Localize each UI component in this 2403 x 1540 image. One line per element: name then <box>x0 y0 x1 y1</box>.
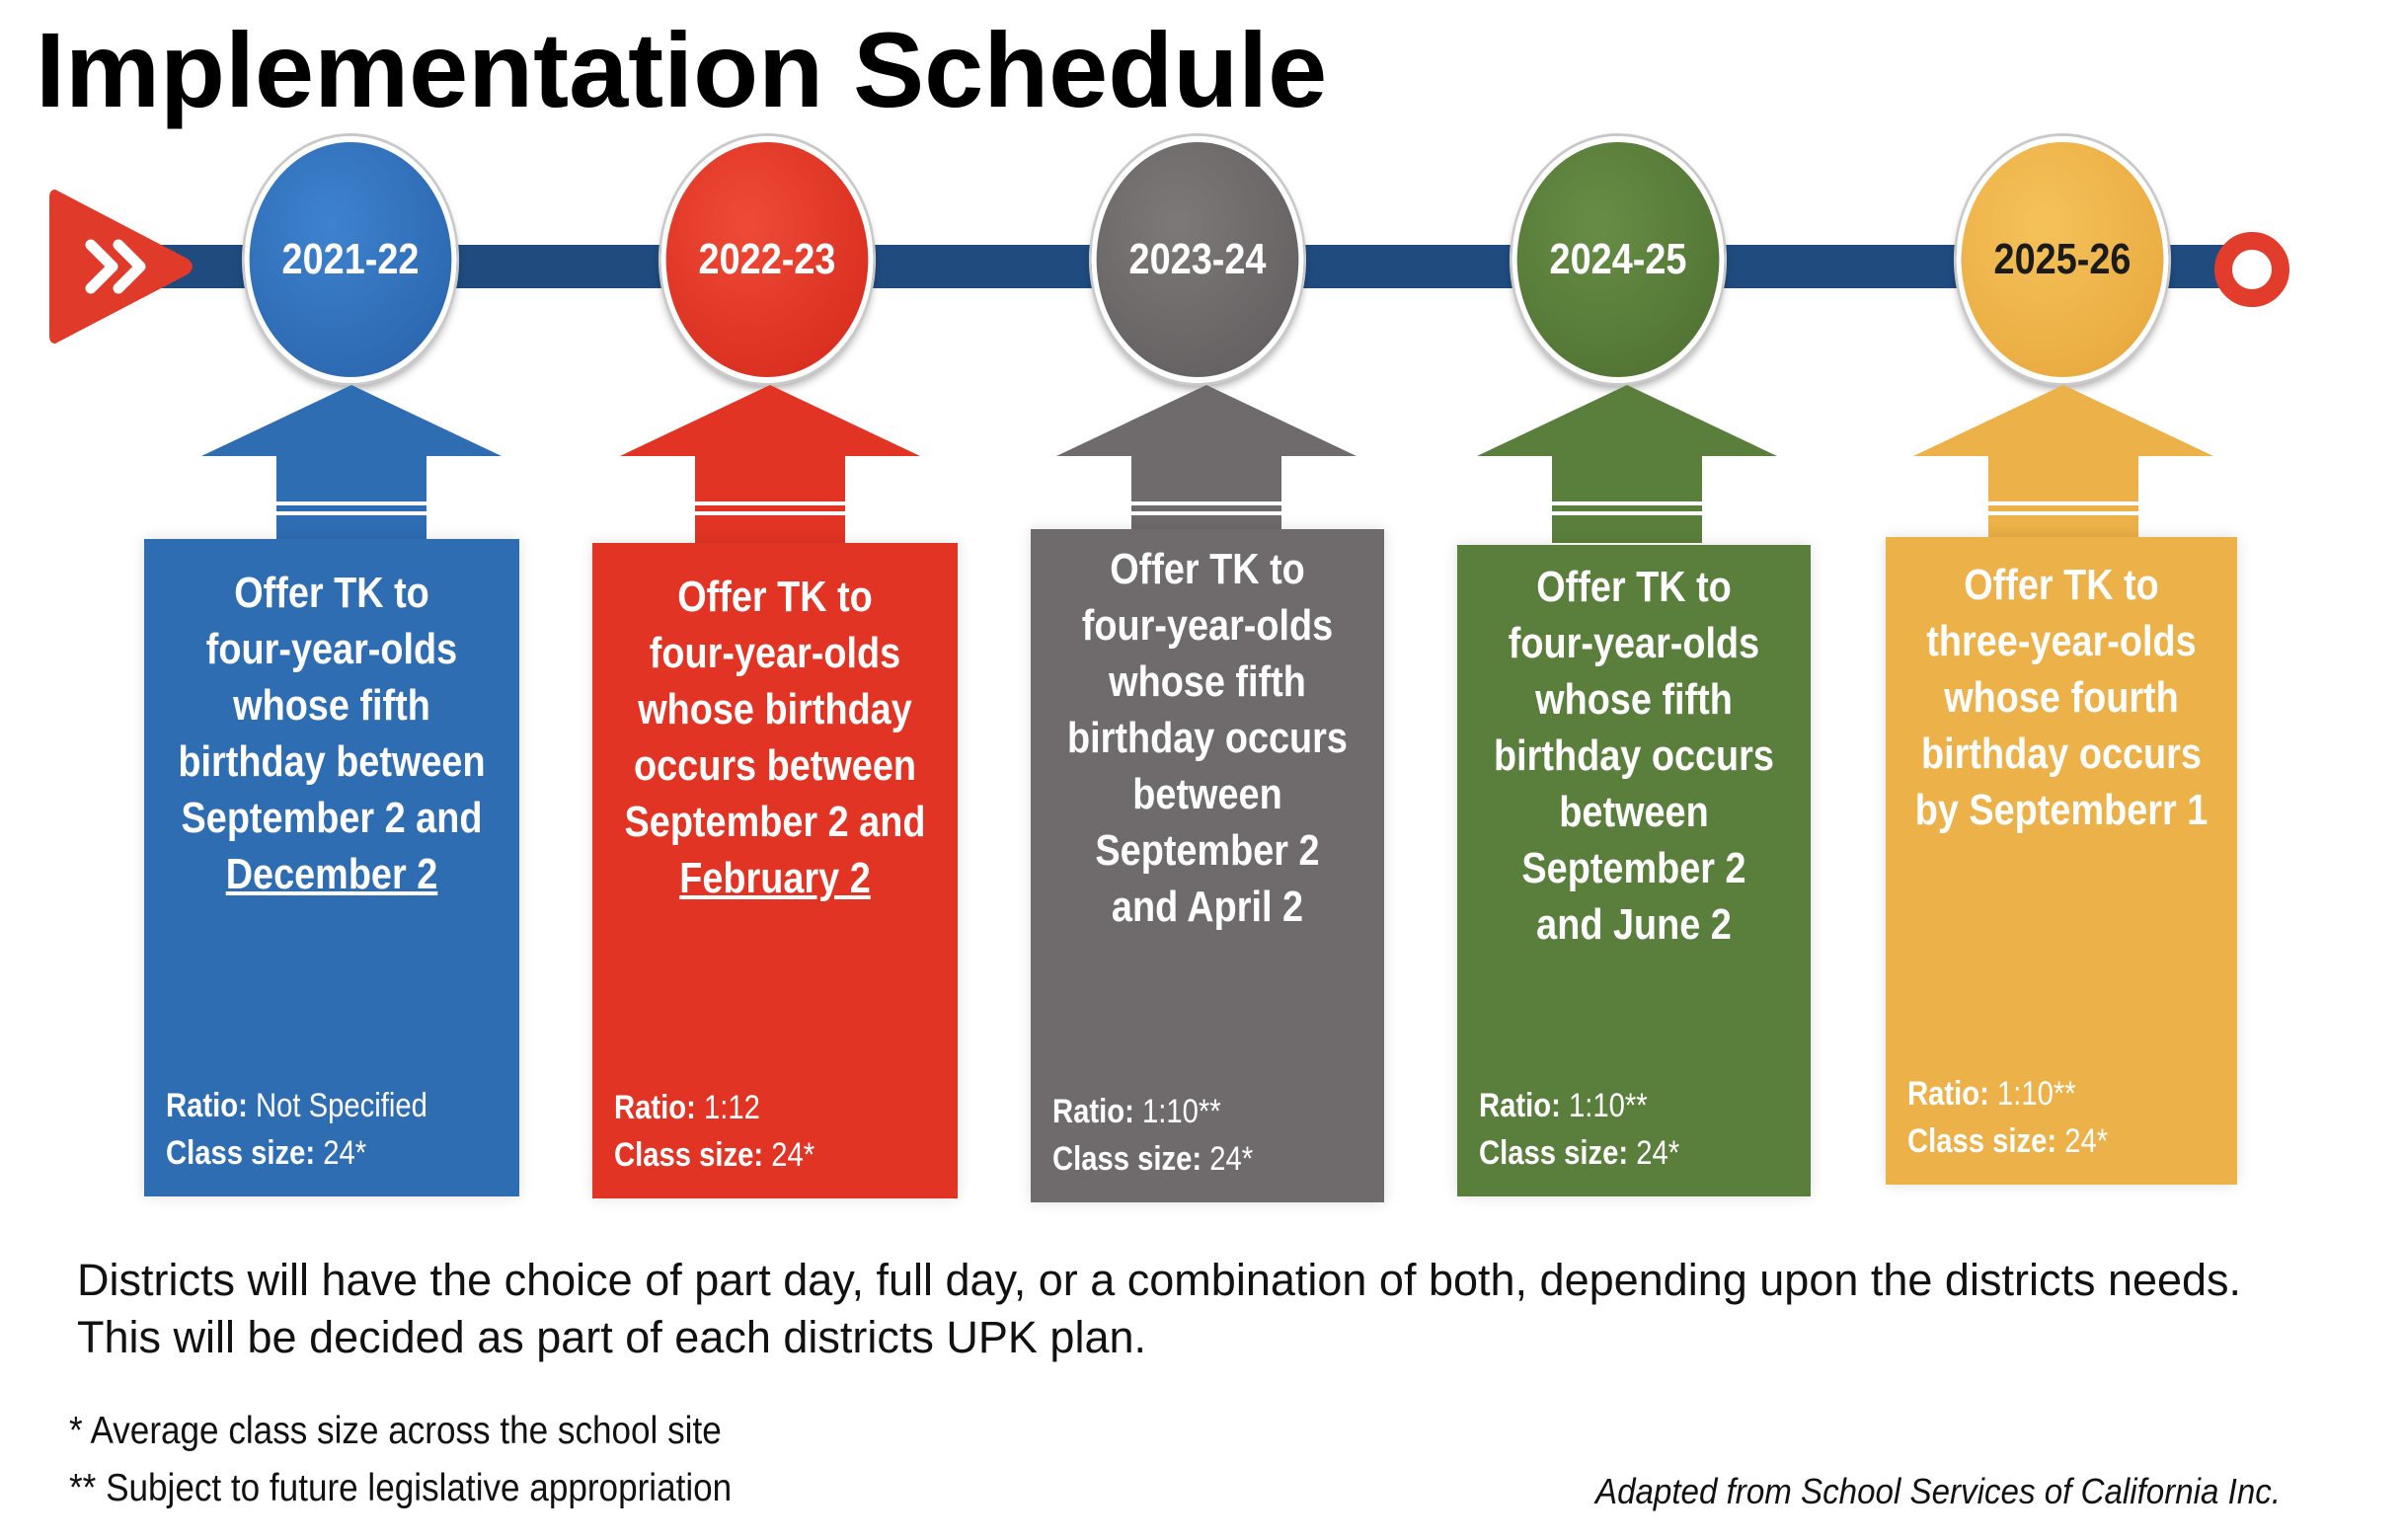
year-label: 2022-23 <box>698 235 836 283</box>
year-label: 2025-26 <box>1993 235 2132 283</box>
page-title: Implementation Schedule <box>36 10 1328 129</box>
phase-meta: Ratio: 1:12 Class size: 24* <box>614 1089 815 1174</box>
note-line: This will be decided as part of each districts UPK plan. <box>77 1312 1147 1362</box>
year-circle-2024-25 <box>1512 136 1725 383</box>
year-circle-2022-23 <box>661 136 874 383</box>
phase-card-2024-25 <box>1457 545 1811 1196</box>
underlined-date: February 2 <box>679 854 871 902</box>
up-arrow-icon <box>1056 385 1357 543</box>
class-size-value: 24* <box>771 1136 815 1174</box>
year-label: 2021-22 <box>281 235 420 283</box>
phase-card-2025-26 <box>1886 537 2237 1185</box>
class-size-value: 24* <box>1636 1134 1680 1172</box>
ratio-value: Not Specified <box>255 1087 427 1124</box>
phase-meta: Ratio: Not Specified Class size: 24* <box>166 1087 427 1172</box>
year-circle-2021-22 <box>245 136 457 383</box>
phase-description: Offer TK to three-year-olds whose fourth birthday occurs by Septemberr 1 <box>1914 561 2209 834</box>
start-arrow-icon <box>49 190 197 344</box>
footnote-appropriation: ** Subject to future legislative appropriation <box>69 1467 733 1509</box>
phase-description: Offer TK to four-year-olds whose fifth birthday between September 2 and December 2 <box>171 565 494 902</box>
phase-meta: Ratio: 1:10** Class size: 24* <box>1052 1093 1254 1178</box>
phase-description: Offer TK to four-year-olds whose fifth birthday occurs between September 2 and June 2 <box>1494 563 1774 949</box>
up-arrow-icon <box>1477 385 1777 543</box>
class-size-value: 24* <box>1209 1140 1254 1178</box>
class-size-value: 24* <box>323 1134 367 1172</box>
year-circle-2025-26 <box>1957 136 2169 383</box>
phase-meta: Ratio: 1:10** Class size: 24* <box>1907 1075 2109 1160</box>
up-arrow-icon <box>1913 385 2213 543</box>
footnote-class-size: * Average class size across the school site <box>69 1410 722 1452</box>
ratio-value: 1:10** <box>1141 1093 1221 1130</box>
ratio-value: 1:12 <box>703 1089 760 1126</box>
note-line: Districts will have the choice of part day, full day, or a combination of both, depending upon the districts needs. <box>77 1255 2242 1305</box>
ratio-value: 1:10** <box>1996 1075 2076 1113</box>
underlined-date: December 2 <box>225 850 438 898</box>
phase-card-2023-24 <box>1031 529 1384 1202</box>
class-size-value: 24* <box>2064 1122 2109 1160</box>
year-label: 2024-25 <box>1549 235 1687 283</box>
year-circle-2023-24 <box>1092 136 1304 383</box>
year-label: 2023-24 <box>1128 235 1267 283</box>
phase-description: Offer TK to four-year-olds whose birthday occurs between September 2 and February 2 <box>618 569 932 906</box>
ratio-value: 1:10** <box>1568 1087 1648 1124</box>
up-arrow-icon <box>620 385 920 543</box>
source-credit: Adapted from School Services of California Inc. <box>1595 1471 2282 1511</box>
phase-description: Offer TK to four-year-olds whose fifth birthday occurs between September 2 and April 2 <box>1067 545 1348 931</box>
phase-card-2022-23 <box>592 543 958 1198</box>
phase-card-2021-22 <box>144 539 519 1196</box>
phase-meta: Ratio: 1:10** Class size: 24* <box>1479 1087 1680 1172</box>
end-ring-icon <box>2211 229 2292 310</box>
districts-note <box>77 1252 2241 1366</box>
up-arrow-icon <box>201 385 502 543</box>
